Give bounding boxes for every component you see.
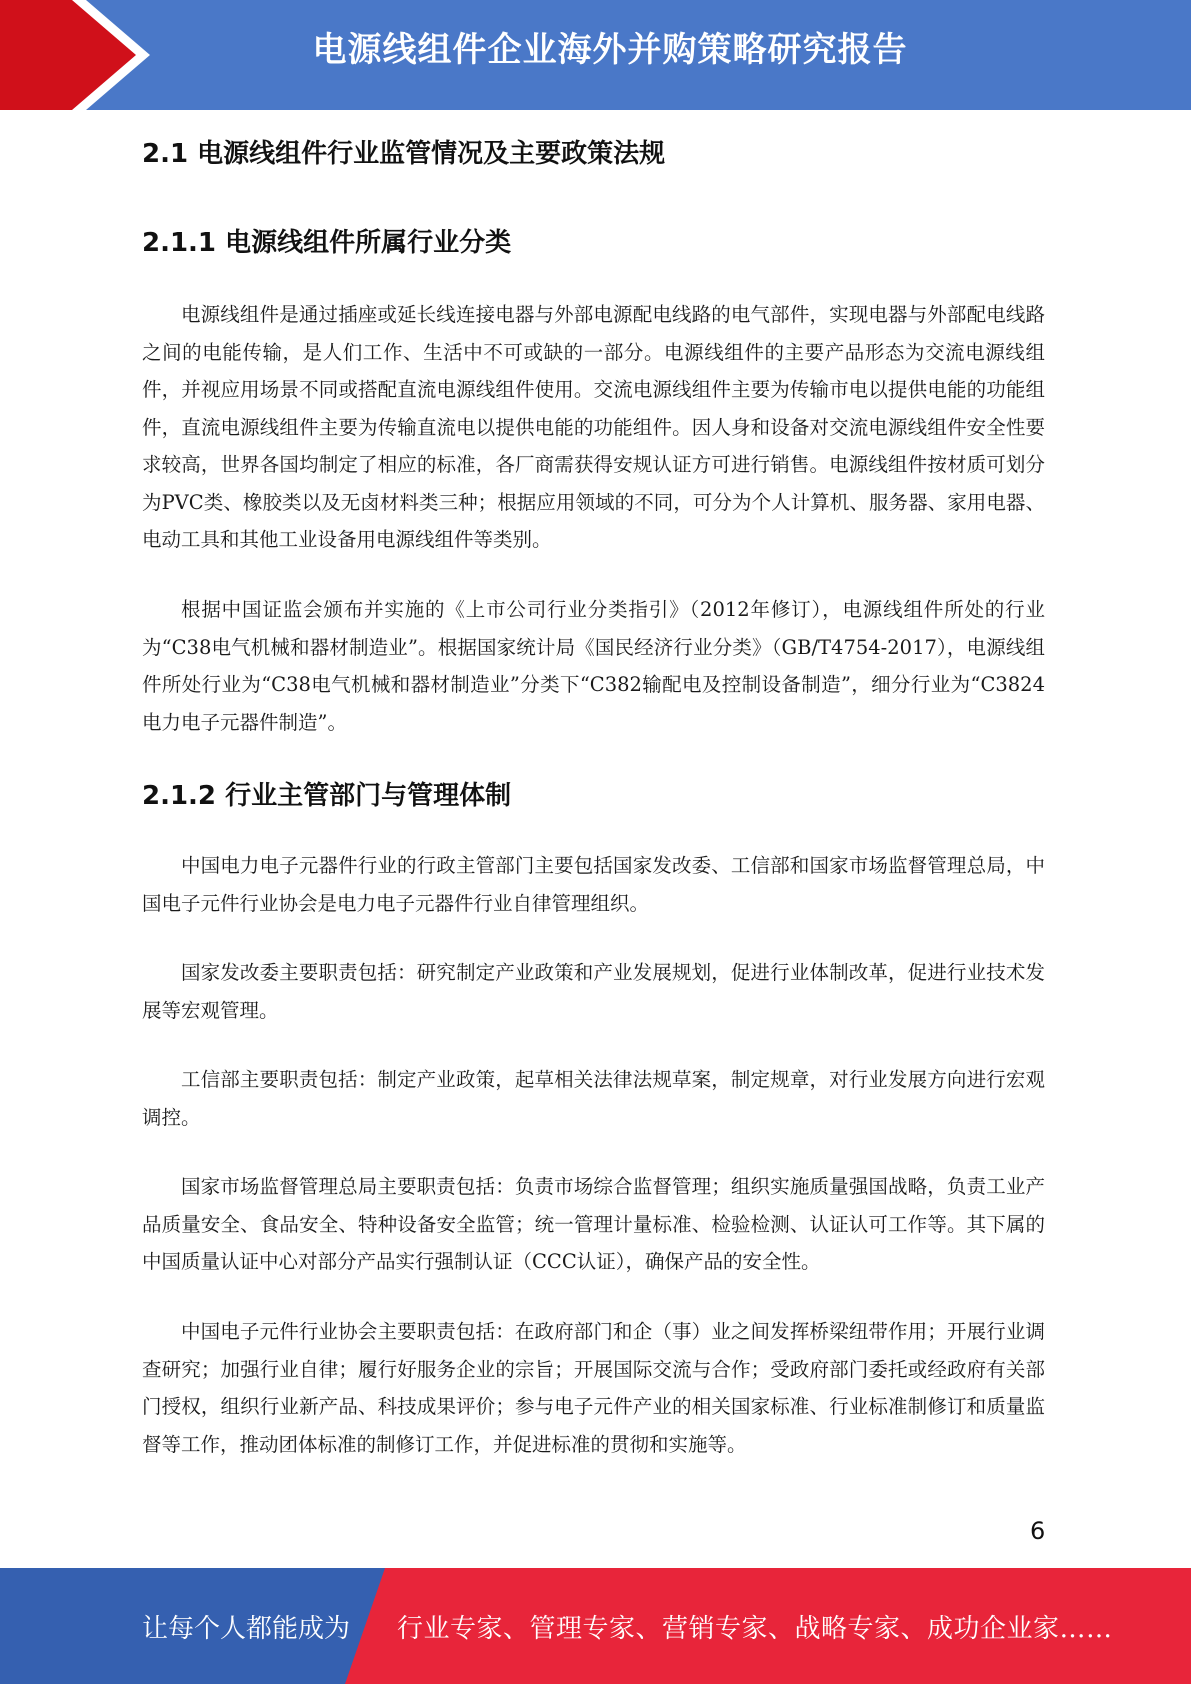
paragraph: 工信部主要职责包括：制定产业政策，起草相关法律法规草案，制定规章，对行业发展方向进行宏观调控。 bbox=[142, 1068, 1045, 1129]
paragraph: 中国电力电子元器件行业的行政主管部门主要包括国家发改委、工信部和国家市场监督管理总局，中国电子元件行业协会是电力电子元器件行业自律管理组织。 bbox=[142, 854, 1045, 915]
paragraph: 中国电子元件行业协会主要职责包括：在政府部门和企（事）业之间发挥桥梁纽带作用；开展行业调查研究；加强行业自律；履行好服务企业的宗旨；开展国际交流与合作；受政府部门委托或经政府有关部门授权，组织行业新产品、科技成果评价；参与电子元件产业的相关国家标准、行业标准制修订和质量监督等工作，推动团体标准的制修订工作，并促进标准的贯彻和实施等。 bbox=[142, 1320, 1045, 1456]
paragraph: 国家发改委主要职责包括：研究制定产业政策和产业发展规划，促进行业体制改革，促进行业技术发展等宏观管理。 bbox=[142, 961, 1045, 1022]
red-chevron-decoration bbox=[0, 0, 160, 110]
section-heading-2-1-1: 2.1.1 电源线组件所属行业分类 bbox=[142, 228, 512, 258]
report-title: 电源线组件企业海外并购策略研究报告 bbox=[312, 30, 908, 70]
section-heading-2-1-2: 2.1.2 行业主管部门与管理体制 bbox=[142, 781, 512, 811]
paragraph: 电源线组件是通过插座或延长线连接电器与外部电源配电线路的电气部件，实现电器与外部配电线路之间的电能传输，是人们工作、生活中不可或缺的一部分。电源线组件的主要产品形态为交流电源线组件，并视应用场景不同或搭配直流电源线组件使用。交流电源线组件主要为传输市电以提供电能的功能组件，直流电源线组件主要为传输直流电以提供电能的功能组件。因人身和设备对交流电源线组件安全性要求较高，世界各国均制定了相应的标准，各厂商需获得安规认证方可进行销售。电源线组件按材质可划分为PVC类、橡胶类以及无卤材料类三种；根据应用领域的不同，可分为个人计算机、服务器、家用电器、电动工具和其他工业设备用电源线组件等类别。 bbox=[142, 303, 1045, 551]
footer-slogan-left: 让每个人都能成为 bbox=[142, 1614, 351, 1644]
footer-slogan-right: 行业专家、管理专家、营销专家、战略专家、成功企业家…… bbox=[397, 1614, 1113, 1644]
footer-banner bbox=[0, 1568, 1191, 1684]
paragraph: 国家市场监督管理总局主要职责包括：负责市场综合监督管理；组织实施质量强国战略，负责工业产品质量安全、食品安全、特种设备安全监管；统一管理计量标准、检验检测、认证认可工作等。其下属的中国质量认证中心对部分产品实行强制认证（CCC认证），确保产品的安全性。 bbox=[142, 1175, 1045, 1273]
paragraph: 根据中国证监会颁布并实施的《上市公司行业分类指引》（2012年修订），电源线组件所处的行业为“C38电气机械和器材制造业”。根据国家统计局《国民经济行业分类》（GB/T4754-2017），电源线组件所处行业为“C38电气机械和器材制造业”分类下“C382输配电及控制设备制造”，细分行业为“C3824电力电子元器件制造”。 bbox=[142, 598, 1045, 734]
page-number: 6 bbox=[1030, 1517, 1046, 1545]
header-banner bbox=[0, 0, 1191, 110]
section-heading-2-1: 2.1 电源线组件行业监管情况及主要政策法规 bbox=[142, 139, 666, 169]
